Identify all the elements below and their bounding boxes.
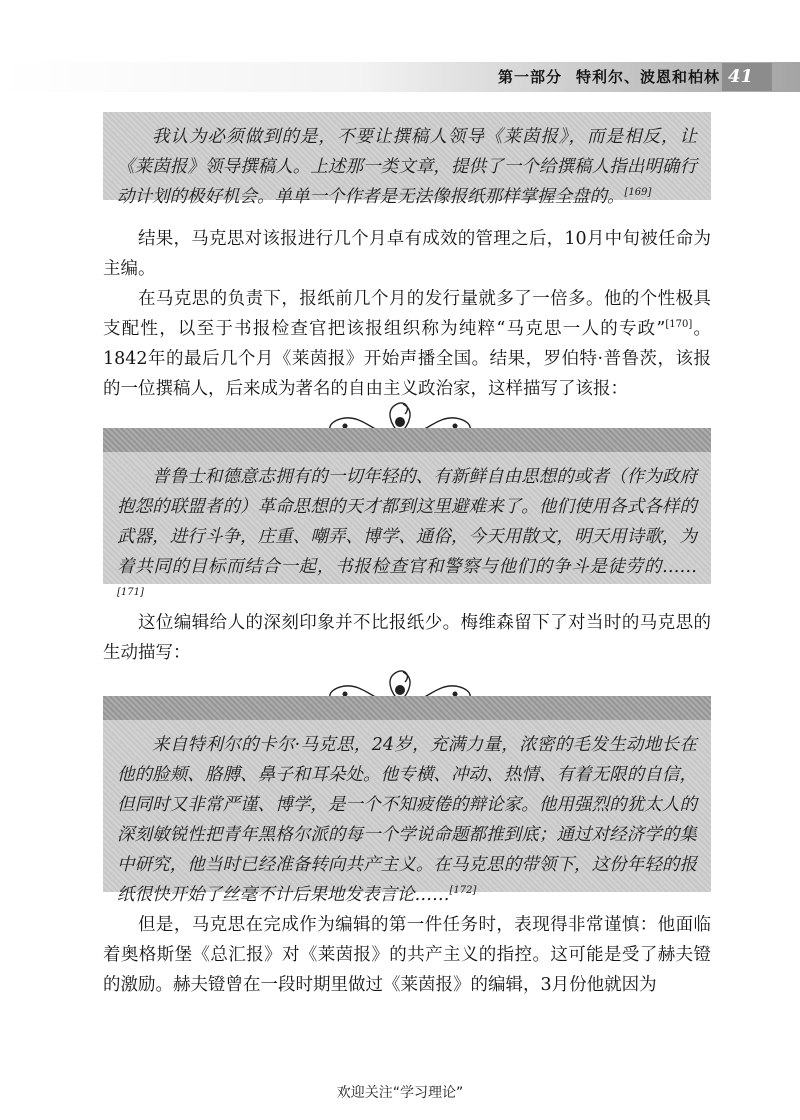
quote-1-text: 我认为必须做到的是，不要让撰稿人领导《莱茵报》，而是相反，让《莱茵报》领导撰稿人。上述那一类文章，提供了一个给撰稿人指出明确行动计划的极好机会。单单一个作者是无法像报纸那样掌握全盘的。[169] [117,127,697,207]
body-paragraph-2: 在马克思的负责下，报纸前几个月的发行量就多了一倍多。他的个性极具支配性，以至于书报检查官把该报组织称为纯粹“马克思一人的专政”[170]。1842年的最后几个月《莱茵报》开始声播全国。结果，罗伯特·普鲁茨，该报的一位撰稿人，后来成为著名的自由主义政治家，这样描写了该报： [103,289,711,399]
footnote-ref-171: [171] [117,587,144,599]
quote-band-2 [103,428,711,454]
header-chapter: 特利尔、波恩和柏林 [576,68,721,86]
quote-box-2 [103,452,711,599]
quote-box-3 [103,720,711,905]
footnote-ref-169: [169] [624,187,652,199]
footer-note: 欢迎关注“学习理论” [336,1085,464,1101]
body-paragraph-4: 但是，马克思在完成作为编辑的第一件任务时，表现得非常谨慎：他面临着奥格斯堡《总汇报》对《莱茵报》的共产主义的指控。这可能是受了赫夫镫的激励。赫夫镫曾在一段时期里做过《莱茵报》的编辑，3月份他就因为 [103,915,711,995]
page-number: 41 [722,63,772,91]
quote-box-1 [103,112,711,207]
quote-band-3 [103,696,711,722]
footnote-ref-172: [172] [449,885,477,897]
quote-2-text: 普鲁士和德意志拥有的一切年轻的、有新鲜自由思想的或者（作为政府抱怨的联盟者的）革命思想的天才都到这里避难来了。他们使用各式各样的武器，进行斗争，庄重、嘲弄、博学、通俗，今天用散文，明天用诗歌，为着共同的目标而结合一起，书报检查官和警察与他们的争斗是徒劳的……[171] [117,467,697,599]
footnote-ref-170: [170] [665,319,693,331]
running-header-title [498,64,720,90]
body-paragraph-1: 结果，马克思对该报进行几个月卓有成效的管理之后，10月中旬被任命为主编。 [103,229,711,279]
header-part: 第一部分 [498,68,563,86]
quote-3-text: 来自特利尔的卡尔·马克思，24岁，充满力量，浓密的毛发生动地长在他的脸颊、胳膊、鼻子和耳朵处。他专横、冲动、热情、有着无限的自信，但同时又非常严谨、博学，是一个不知疲倦的辩论家。他用强烈的犹太人的深刻敏锐性把青年黑格尔派的每一个学说命题都推到底；通过对经济学的集中研究，他当时已经准备转向共产主义。在马克思的带领下，这份年轻的报纸很快开始了丝毫不计后果地发表言论……[172] [117,735,697,905]
body-paragraph-3: 这位编辑给人的深刻印象并不比报纸少。梅维森留下了对当时的马克思的生动描写： [103,613,711,663]
